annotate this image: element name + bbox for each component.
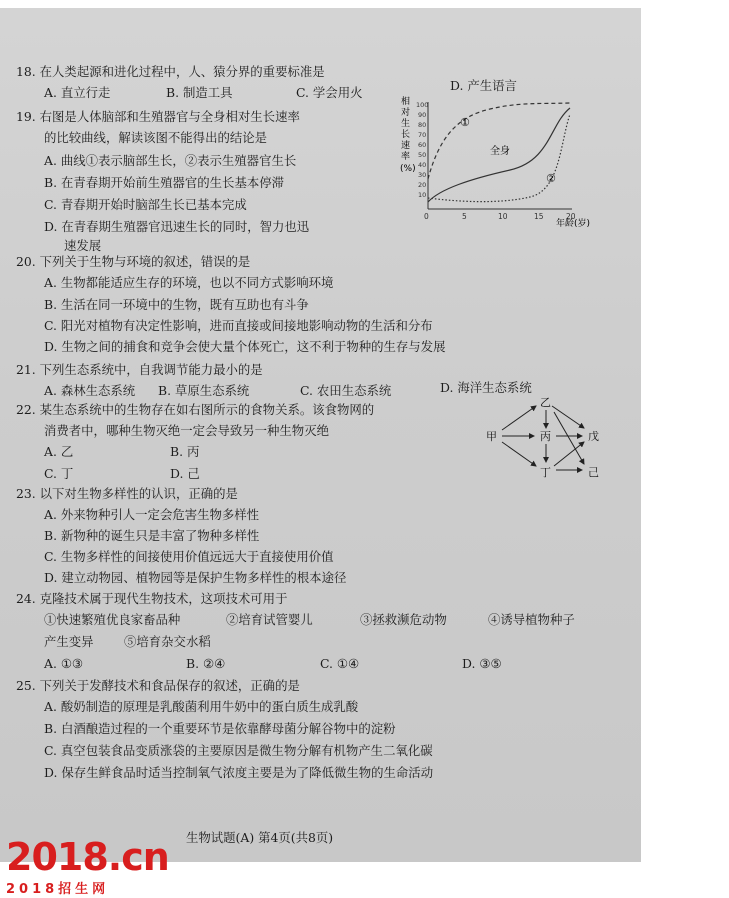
q21-option-d: D. 海洋生态系统: [440, 380, 532, 395]
q21-option-c: C. 农田生态系统: [300, 383, 392, 398]
ytick-100: 100: [416, 101, 429, 109]
q24-stem: 24. 克隆技术属于现代生物技术，这项技术可用于: [16, 591, 288, 606]
chart-xlabel: 年龄(岁): [556, 219, 591, 229]
exam-page: [0, 8, 641, 862]
q19-stem-line1: 19. 右图是人体脑部和生殖器官与全身相对生长速率: [16, 109, 300, 124]
q19-option-d-line1: D. 在青春期生殖器官迅速生长的同时，智力也迅: [44, 219, 310, 234]
q23-option-c: C. 生物多样性的间接使用价值远远大于直接使用价值: [44, 549, 334, 564]
q22-option-d: D. 己: [170, 466, 200, 481]
q24-item-4-cont: 产生变异: [44, 634, 94, 649]
q19-option-c: C. 青春期开始时脑部生长已基本完成: [44, 197, 247, 212]
chart-ylabel: 相对生长速率(%): [400, 97, 416, 174]
q24-item-2: ②培育试管婴儿: [226, 612, 313, 627]
ytick-30: 30: [418, 171, 427, 179]
q20-stem: 20. 下列关于生物与环境的叙述，错误的是: [16, 254, 251, 269]
chart-xticks: [424, 212, 576, 221]
node-yi: 乙: [540, 396, 551, 409]
q19-option-d-line2: 速发展: [64, 238, 102, 253]
xtick-10: 10: [498, 212, 508, 221]
page-footer: 生物试题(A) 第4页(共8页): [186, 830, 334, 845]
q23-option-d: D. 建立动物园、植物园等是保护生物多样性的根本途径: [44, 570, 347, 585]
q21-stem: 21. 下列生态系统中，自我调节能力最小的是: [16, 362, 263, 377]
q19-stem-line2: 的比较曲线，解读该图不能得出的结论是: [44, 130, 268, 145]
ytick-70: 70: [418, 131, 427, 139]
ytick-40: 40: [418, 161, 427, 169]
q25-option-c: C. 真空包装食品变质涨袋的主要原因是微生物分解有机物产生二氧化碳: [44, 743, 433, 758]
q24-option-a: A. ①③: [44, 656, 84, 671]
ytick-50: 50: [418, 151, 427, 159]
q24-option-c: C. ①④: [320, 656, 360, 671]
q24-item-4: ④诱导植物种子: [488, 612, 575, 627]
q25-stem: 25. 下列关于发酵技术和食品保存的叙述，正确的是: [16, 678, 300, 693]
growth-rate-chart: [390, 94, 630, 234]
q22-option-c: C. 丁: [44, 466, 74, 481]
q22-stem-line2: 消费者中，哪种生物灭绝一定会导致另一种生物灭绝: [44, 423, 329, 438]
node-bing: 丙: [540, 430, 551, 443]
q20-option-d: D. 生物之间的捕食和竞争会使大量个体死亡，这不利于物种的生存与发展: [44, 339, 446, 354]
site-logo: [4, 836, 204, 896]
xtick-15: 15: [534, 212, 544, 221]
edge-jia-yi: [502, 406, 536, 430]
logo-sub-text: 2018招生网: [6, 882, 110, 897]
q24-item-3: ③拯救濒危动物: [360, 612, 447, 627]
node-wu: 戊: [588, 430, 599, 443]
node-ji: 己: [588, 466, 599, 479]
curve-brain: [428, 103, 570, 179]
q22-option-a: A. 乙: [44, 444, 74, 459]
q24-option-b: B. ②④: [186, 656, 226, 671]
node-jia: 甲: [486, 430, 497, 443]
q18-option-c: C. 学会用火: [296, 85, 363, 100]
q24-item-1: ①快速繁殖优良家畜品种: [44, 612, 181, 627]
q24-item-5: ⑤培育杂交水稻: [124, 634, 211, 649]
q23-option-a: A. 外来物种引人一定会危害生物多样性: [44, 507, 260, 522]
q25-option-a: A. 酸奶制造的原理是乳酸菌利用牛奶中的蛋白质生成乳酸: [44, 699, 359, 714]
q20-option-a: A. 生物都能适应生存的环境，也以不同方式影响环境: [44, 275, 334, 290]
edge-yi-ji: [554, 412, 584, 464]
chart-yticks: [416, 101, 428, 199]
xtick-20: 20: [566, 212, 576, 221]
ytick-90: 90: [418, 111, 427, 119]
curve1-label: ①: [460, 116, 470, 129]
node-ding: 丁: [540, 466, 551, 479]
xtick-5: 5: [462, 212, 467, 221]
q19-option-a: A. 曲线①表示脑部生长，②表示生殖器官生长: [44, 153, 297, 168]
q23-stem: 23. 以下对生物多样性的认识，正确的是: [16, 486, 238, 501]
q20-option-b: B. 生活在同一环境中的生物，既有互助也有斗争: [44, 297, 309, 312]
edge-jia-ding: [502, 442, 536, 466]
q25-option-d: D. 保存生鲜食品时适当控制氧气浓度主要是为了降低微生物的生命活动: [44, 765, 434, 780]
logo-main-text: 2018.cn: [6, 835, 169, 879]
edge-ding-wu: [554, 442, 584, 466]
q20-option-c: C. 阳光对植物有决定性影响，进而直接或间接地影响动物的生活和分布: [44, 318, 433, 333]
xtick-0: 0: [424, 212, 429, 221]
q18-option-d: D. 产生语言: [450, 78, 517, 93]
ytick-80: 80: [418, 121, 427, 129]
whole-body-label: 全身: [490, 146, 510, 157]
ytick-20: 20: [418, 181, 427, 189]
q18-option-a: A. 直立行走: [44, 85, 111, 100]
q24-option-d: D. ③⑤: [462, 656, 502, 671]
ytick-10: 10: [418, 191, 427, 199]
curve2-label: ②: [546, 172, 556, 185]
q18-option-b: B. 制造工具: [166, 85, 233, 100]
q21-option-b: B. 草原生态系统: [158, 383, 250, 398]
q18-stem: 18. 在人类起源和进化过程中，人、猿分界的重要标准是: [16, 64, 325, 79]
q19-option-b: B. 在青春期开始前生殖器官的生长基本停滞: [44, 175, 285, 190]
q21-option-a: A. 森林生态系统: [44, 383, 136, 398]
food-web-diagram: [484, 392, 604, 486]
q25-option-b: B. 白酒酿造过程的一个重要环节是依靠酵母菌分解谷物中的淀粉: [44, 721, 396, 736]
ytick-60: 60: [418, 141, 427, 149]
q22-stem-line1: 22. 某生态系统中的生物存在如右图所示的食物关系。该食物网的: [16, 402, 375, 417]
q23-option-b: B. 新物种的诞生只是丰富了物种多样性: [44, 528, 260, 543]
q22-option-b: B. 丙: [170, 444, 200, 459]
